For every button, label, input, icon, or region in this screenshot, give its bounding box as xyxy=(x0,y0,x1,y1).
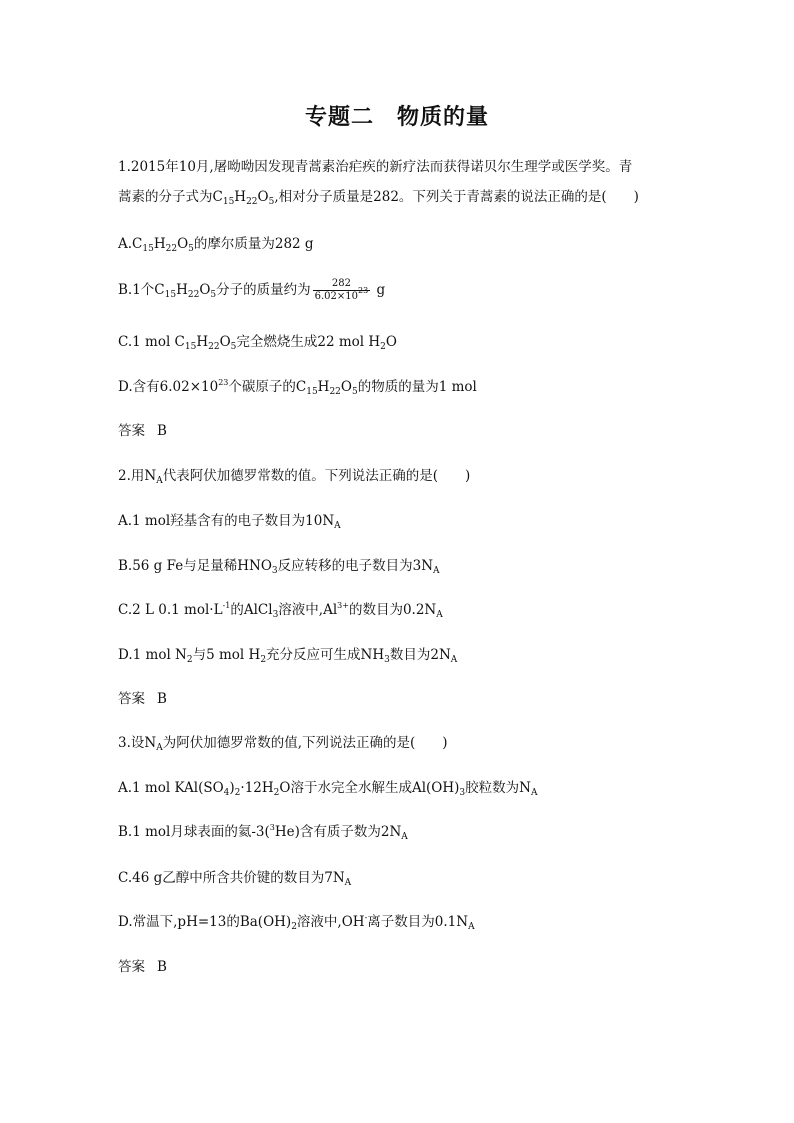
subscript: 5 xyxy=(230,342,237,352)
q1-stem-line1 xyxy=(118,158,632,176)
q2-answer xyxy=(118,690,167,708)
text-run: 蒿素的分子式为C xyxy=(118,189,223,205)
text-run: 答案 xyxy=(118,959,145,975)
subscript: A xyxy=(450,655,458,665)
q1-option-b: B.1个$C_{15}H_{22}O_5$分子的质量约为 $\frac{282}{6.02\times 10^{23}}$ g xyxy=(118,278,386,302)
superscript: 23 xyxy=(358,286,369,295)
text-run: C.2 L 0.1 mol·L xyxy=(118,602,223,618)
subscript: 3 xyxy=(384,655,390,665)
q1-stem-line2: 蒿素的分子式为$C_{15}H_{22}O_5$,相对分子质量是282。下列关于青蒿素的说法正确的是( ) xyxy=(118,189,639,207)
subscript: 5 xyxy=(268,197,275,207)
subscript: 3 xyxy=(459,788,466,798)
subscript: 15 xyxy=(142,244,154,254)
text-run: 答案 xyxy=(118,691,145,707)
text-run: 3.设N xyxy=(118,735,157,751)
subscript: 22 xyxy=(187,290,200,300)
subscript: 5 xyxy=(210,290,217,300)
subscript: A xyxy=(156,476,163,486)
superscript: -1 xyxy=(222,601,231,610)
text-run: 反应转移的电子数目为3N xyxy=(277,558,434,574)
text-run: 的摩尔质量为282 g xyxy=(193,236,314,252)
text-run: 2.用N xyxy=(118,468,157,484)
q1-option-d: D.含有$6.02\times 10^{23}$个碳原子的$C_{15}H_{22}O_5$的物质的量为1 mol xyxy=(118,378,477,397)
subscript: 3 xyxy=(271,566,278,576)
subscript: 3 xyxy=(272,610,279,620)
superscript: 3 xyxy=(269,823,275,832)
text-run: D.含有6.02×10 xyxy=(118,379,219,395)
text-run: 1.2015年10月,屠呦呦因发现青蒿素治疟疾的新疗法而获得诺贝尔生理学或医学奖。青 xyxy=(118,159,633,175)
text-run: He)含有质子数为2N xyxy=(274,824,402,840)
subscript: A xyxy=(156,743,163,753)
subscript: 22 xyxy=(208,342,220,352)
subscript: A xyxy=(530,788,538,798)
text-run: 完全燃烧生成22 mol H xyxy=(236,334,381,350)
text-run: 的物质的量为1 mol xyxy=(357,379,477,395)
q2-option-a xyxy=(118,512,341,530)
fraction xyxy=(313,278,371,303)
q3-option-c xyxy=(118,869,351,887)
superscript: - xyxy=(364,913,368,922)
text-run: 数目为2N xyxy=(389,647,451,663)
subscript: A xyxy=(433,566,440,576)
text-run: 个碳原子的C xyxy=(228,379,307,395)
text-run: B xyxy=(157,691,167,707)
subscript: 22 xyxy=(329,387,341,397)
q3-option-a xyxy=(118,779,537,797)
text-run xyxy=(313,286,371,303)
text-run: 溶液中,Al xyxy=(278,602,338,618)
superscript: 3+ xyxy=(337,601,349,610)
text-run: C.1 mol C xyxy=(118,334,185,350)
subscript: A xyxy=(468,922,475,932)
text-run: B.1个C xyxy=(118,282,165,298)
q1-answer xyxy=(118,422,167,440)
subscript: A xyxy=(344,878,352,888)
q3-option-d xyxy=(118,913,475,931)
text-run: 的AlCl xyxy=(230,602,273,618)
text-run: ) xyxy=(229,780,235,796)
q2-option-d xyxy=(118,646,457,664)
text-run: g xyxy=(372,282,386,298)
text-run: D.常温下,pH=13的Ba(OH) xyxy=(118,914,292,930)
subscript: 2 xyxy=(380,342,386,352)
text-run: 代表阿伏加德罗常数的值。下列说法正确的是( ) xyxy=(162,468,471,484)
q3-stem xyxy=(118,734,448,752)
text-run: 胶粒数为N xyxy=(465,780,531,796)
subscript: 2 xyxy=(234,788,241,798)
q3-answer xyxy=(118,958,167,976)
text-run: A.1 mol羟基含有的电子数目为10N xyxy=(118,513,335,529)
q2-option-c xyxy=(118,601,443,619)
subscript: 2 xyxy=(186,655,193,665)
text-run: 答案 xyxy=(118,423,145,439)
text-run: B xyxy=(157,423,167,439)
subscript: 22 xyxy=(165,244,178,254)
text-run: 的数目为0.2N xyxy=(348,602,437,618)
subscript: 15 xyxy=(306,387,318,397)
subscript: 5 xyxy=(351,387,358,397)
subscript: 4 xyxy=(223,788,230,798)
subscript: 15 xyxy=(184,342,197,352)
text-run: 为阿伏加德罗常数的值,下列说法正确的是( ) xyxy=(162,735,448,751)
superscript: 23 xyxy=(218,378,229,387)
subscript: 5 xyxy=(188,244,194,254)
text-run: 离子数目为0.1N xyxy=(367,914,469,930)
text-run: 与5 mol H xyxy=(192,647,261,663)
text-run: 6.02×10 xyxy=(314,291,359,302)
subscript: 15 xyxy=(164,290,177,300)
q2-stem xyxy=(118,467,470,485)
subscript: 2 xyxy=(260,655,267,665)
text-run: 分子的质量约为 xyxy=(216,282,311,298)
subscript: A xyxy=(436,610,443,620)
subscript: A xyxy=(334,521,341,531)
text-run: A.C xyxy=(118,236,143,252)
text-run: 溶液中,OH xyxy=(296,914,365,930)
text-run: A.1 mol KAl(SO xyxy=(118,780,224,796)
subscript: 15 xyxy=(222,197,235,207)
subscript: A xyxy=(401,832,408,842)
subscript: 2 xyxy=(273,788,280,798)
text-run: 282 xyxy=(313,278,371,291)
q1-option-c: C.1 mol $C_{15}H_{22}O_5$完全燃烧生成22 mol $H_2O$ xyxy=(118,334,397,352)
text-run: O溶于水完全水解生成Al(OH) xyxy=(279,780,460,796)
q3-option-b xyxy=(118,823,408,841)
text-run: 充分反应可生成NH xyxy=(266,647,385,663)
text-run: B.56 g Fe与足量稀HNO xyxy=(118,558,272,574)
text-run: D.1 mol N xyxy=(118,647,187,663)
subscript: 2 xyxy=(291,922,297,932)
q1-option-a: $A.C_{15}H_{22}O_5$的摩尔质量为282 g xyxy=(118,236,314,254)
text-run: B.1 mol月球表面的氦-3( xyxy=(118,824,270,840)
text-run: ,相对分子质量是282。下列关于青蒿素的说法正确的是( ) xyxy=(274,189,639,205)
page-title: 专题二 物质的量 xyxy=(304,105,489,130)
text-run: ·12H xyxy=(240,780,274,796)
subscript: 22 xyxy=(246,197,258,207)
text-run: C.46 g乙醇中所含共价键的数目为7N xyxy=(118,870,345,886)
text-run: O xyxy=(385,334,397,350)
text-run: B xyxy=(157,959,167,975)
q2-option-b xyxy=(118,557,440,575)
